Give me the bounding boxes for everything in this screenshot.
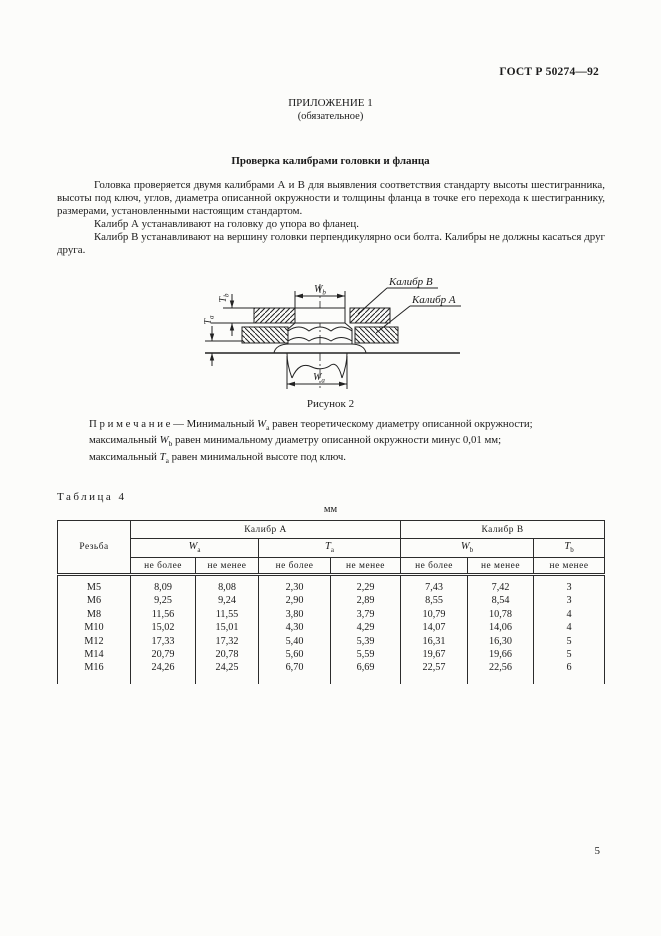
cell-wb-min: 10,78: [468, 608, 534, 621]
cell-ta-max: 3,80: [259, 608, 331, 621]
subheader-wa-max: не более: [131, 558, 196, 575]
table-row: [58, 661, 605, 683]
head-side-right: [342, 353, 347, 378]
subheader-wa-min: не менее: [196, 558, 259, 575]
table-label: Таблица 4: [57, 491, 127, 503]
paragraph-2: Калибр А устанавливают на головку до упора во фланец.: [94, 218, 359, 231]
gauge-dimensions-table: [57, 520, 605, 684]
wa-dimension-label: $W_a$: [313, 372, 325, 385]
cell-wa-min: 24,25: [196, 661, 259, 683]
note-line-2: максимальный $W_b$ равен минимальному диаметру описанной окружности минус 0,01 мм;: [89, 434, 502, 449]
table-row: [58, 621, 605, 634]
table-row: [58, 635, 605, 648]
cell-wb-max: 14,07: [401, 621, 468, 634]
table-row: [58, 594, 605, 607]
subheader-wb-min: не менее: [468, 558, 534, 575]
gauge-a-left-block: [242, 327, 288, 343]
column-header-wb: $W_b$: [401, 539, 534, 558]
cell-ta-min: 2,29: [331, 575, 401, 595]
cell-thread: М14: [58, 648, 131, 661]
paragraph-3: Калибр В устанавливают на вершину головки перпендикулярно оси болта. Калибры не должны касаться друг друга.: [57, 231, 605, 257]
figure-2: [195, 268, 475, 394]
cell-ta-min: 4,29: [331, 621, 401, 634]
gauge-a-right-block: [355, 327, 398, 343]
column-header-tb: $T_b$: [534, 539, 605, 558]
cell-ta-max: 4,30: [259, 621, 331, 634]
column-group-gauge-a: Калибр А: [131, 521, 401, 539]
body-text: [57, 179, 605, 258]
appendix-heading: [0, 97, 661, 123]
cell-tb-min: 3: [534, 575, 605, 595]
cell-wb-max: 22,57: [401, 661, 468, 683]
cell-wa-max: 17,33: [131, 635, 196, 648]
note-line-3: максимальный $T_a$ равен минимальной высоте под ключ.: [89, 450, 346, 466]
figure-caption: Рисунок 2: [306, 398, 355, 410]
cell-wb-max: 19,67: [401, 648, 468, 661]
cell-ta-max: 5,40: [259, 635, 331, 648]
column-header-thread: Резьба: [58, 521, 131, 575]
cell-tb-min: 4: [534, 621, 605, 634]
section-title: Проверка калибрами головки и фланца: [231, 155, 430, 167]
cell-wa-min: 8,08: [196, 575, 259, 595]
tb-dimension-label: $T_b$: [218, 293, 231, 303]
cell-wa-max: 8,09: [131, 575, 196, 595]
cell-thread: М5: [58, 575, 131, 595]
column-header-wa: $W_a$: [131, 539, 259, 558]
cell-thread: М16: [58, 661, 131, 683]
cell-wb-min: 19,66: [468, 648, 534, 661]
appendix-subtitle: (обязательное): [297, 111, 364, 122]
cell-ta-max: 5,60: [259, 648, 331, 661]
cell-tb-min: 5: [534, 635, 605, 648]
cell-wb-min: 22,56: [468, 661, 534, 683]
cell-wb-max: 10,79: [401, 608, 468, 621]
table-row: [58, 648, 605, 661]
cell-ta-max: 2,90: [259, 594, 331, 607]
cell-wa-max: 20,79: [131, 648, 196, 661]
gauge-a-label: Калибр А: [412, 294, 456, 306]
doc-number: ГОСТ Р 50274—92: [499, 66, 599, 78]
cell-wb-min: 7,42: [468, 575, 534, 595]
cell-ta-min: 2,89: [331, 594, 401, 607]
cell-wa-max: 11,56: [131, 608, 196, 621]
cell-ta-min: 6,69: [331, 661, 401, 683]
cell-wb-max: 8,55: [401, 594, 468, 607]
table-units: мм: [323, 504, 338, 515]
appendix-title: ПРИЛОЖЕНИЕ 1: [288, 97, 373, 109]
table-row: [58, 575, 605, 595]
cell-wa-min: 20,78: [196, 648, 259, 661]
subheader-ta-min: не менее: [331, 558, 401, 575]
cell-wb-min: 14,06: [468, 621, 534, 634]
note-block: [89, 418, 584, 467]
subheader-ta-max: не более: [259, 558, 331, 575]
cell-wb-max: 7,43: [401, 575, 468, 595]
gauge-drawing: [195, 268, 475, 394]
cell-wa-min: 17,32: [196, 635, 259, 648]
cell-thread: М10: [58, 621, 131, 634]
head-side-left: [287, 353, 292, 378]
cell-thread: М8: [58, 608, 131, 621]
gauge-b-right-block: [350, 308, 390, 323]
subheader-wb-max: не более: [401, 558, 468, 575]
ta-dimension-label: $T_a$: [203, 315, 216, 325]
paragraph-1: Головка проверяется двумя калибрами А и В для выявления соответствия стандарту высоты шестигранника, высоты под ключ, углов, диаметра описанной окружности и толщины фланца в точке его перехода к шестиграннику, размерами, установленными настоящим стандартом.: [57, 179, 605, 218]
cell-ta-max: 2,30: [259, 575, 331, 595]
cell-ta-min: 3,79: [331, 608, 401, 621]
gauge-b-label: Калибр В: [389, 276, 433, 288]
cell-thread: М12: [58, 635, 131, 648]
wb-dimension-label: $W_b$: [314, 284, 326, 297]
cell-wb-max: 16,31: [401, 635, 468, 648]
cell-thread: М6: [58, 594, 131, 607]
cell-wb-min: 16,30: [468, 635, 534, 648]
flange-outline: [274, 344, 366, 353]
table-row: [58, 608, 605, 621]
cell-ta-max: 6,70: [259, 661, 331, 683]
column-header-ta: $T_a$: [259, 539, 401, 558]
note-line-1: П р и м е ч а н и е — Минимальный $W_a$ равен теоретическому диаметру описанной окружности;: [89, 418, 533, 433]
cell-wa-min: 15,01: [196, 621, 259, 634]
gauge-b-left-block: [254, 308, 295, 323]
cell-ta-min: 5,59: [331, 648, 401, 661]
cell-ta-min: 5,39: [331, 635, 401, 648]
cell-tb-min: 6: [534, 661, 605, 683]
cell-wa-max: 9,25: [131, 594, 196, 607]
column-group-gauge-b: Калибр В: [401, 521, 605, 539]
cell-wb-min: 8,54: [468, 594, 534, 607]
cell-wa-max: 24,26: [131, 661, 196, 683]
page-number: 5: [594, 845, 600, 857]
cell-wa-min: 11,55: [196, 608, 259, 621]
cell-tb-min: 4: [534, 608, 605, 621]
cell-wa-min: 9,24: [196, 594, 259, 607]
bolt-head-top: [295, 308, 345, 323]
cell-tb-min: 3: [534, 594, 605, 607]
subheader-tb-min: не менее: [534, 558, 605, 575]
cell-wa-max: 15,02: [131, 621, 196, 634]
cell-tb-min: 5: [534, 648, 605, 661]
